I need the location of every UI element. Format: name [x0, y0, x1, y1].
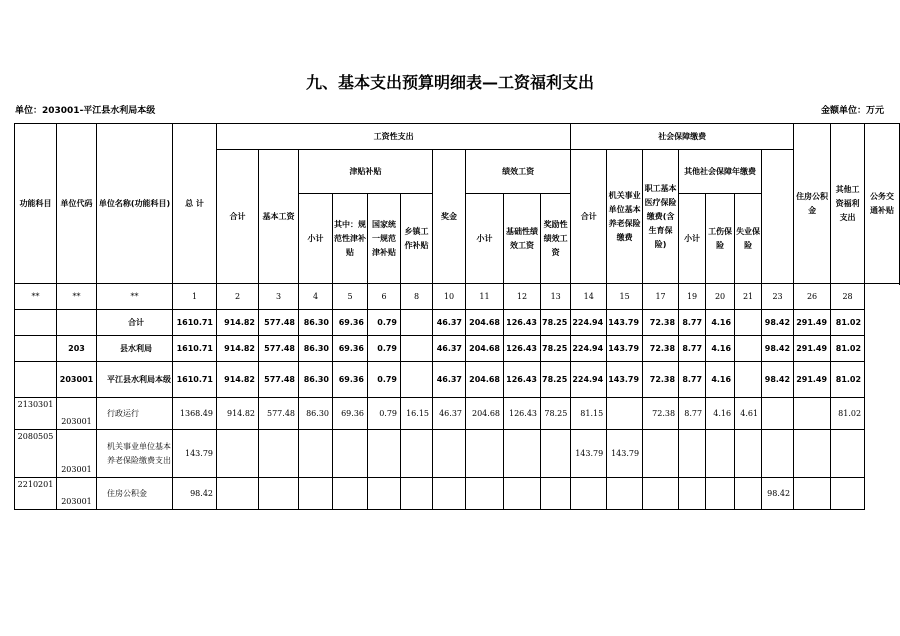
header-total: 总 计 [173, 124, 217, 284]
column-index-cell: 13 [541, 284, 571, 310]
amount-cell: 78.25 [541, 310, 571, 336]
amount-cell: 69.36 [333, 362, 368, 398]
amount-cell [794, 430, 831, 478]
amount-cell: 8.77 [679, 310, 706, 336]
amount-cell [333, 478, 368, 510]
func-subject-cell [15, 362, 57, 398]
amount-cell [259, 478, 299, 510]
table-row [15, 398, 900, 430]
amount-cell [735, 336, 762, 362]
header-unemployment: 失业保险 [735, 194, 762, 284]
column-index-cell: 12 [504, 284, 541, 310]
header-allowance-subtotal: 小计 [299, 194, 333, 284]
amount-cell [735, 310, 762, 336]
amount-cell [401, 310, 433, 336]
amount-cell: 914.82 [217, 310, 259, 336]
amount-cell: 81.02 [831, 398, 865, 430]
amount-cell [679, 478, 706, 510]
unit-code-cell: 203001 [57, 478, 97, 510]
amount-cell: 0.79 [368, 336, 401, 362]
amount-cell: 72.38 [643, 310, 679, 336]
amount-cell: 81.02 [831, 336, 865, 362]
func-subject-cell: 2130301 [15, 398, 57, 430]
amount-cell: 224.94 [571, 336, 607, 362]
func-subject-cell: 2210201 [15, 478, 57, 510]
column-index-cell: 6 [368, 284, 401, 310]
amount-cell [831, 478, 865, 510]
amount-cell [299, 478, 333, 510]
column-index-cell: 2 [217, 284, 259, 310]
header-bonus: 奖金 [433, 150, 466, 284]
amount-cell: 98.42 [762, 362, 794, 398]
amount-cell: 46.37 [433, 362, 466, 398]
header-ss-subtotal: 合计 [571, 150, 607, 284]
column-index-cell: 23 [762, 284, 794, 310]
amount-cell [706, 430, 735, 478]
amount-cell: 204.68 [466, 362, 504, 398]
amount-cell [368, 430, 401, 478]
amount-cell: 4.61 [735, 398, 762, 430]
amount-cell: 143.79 [173, 430, 217, 478]
amount-cell: 4.16 [706, 336, 735, 362]
header-standard-allowance: 其中：规范性津补贴 [333, 194, 368, 284]
amount-cell: 1368.49 [173, 398, 217, 430]
unit-code-cell: 203001 [57, 362, 97, 398]
column-index-cell: 14 [571, 284, 607, 310]
column-index-cell: 19 [679, 284, 706, 310]
table-row [15, 430, 900, 478]
amount-cell: 72.38 [643, 362, 679, 398]
column-index-cell: 3 [259, 284, 299, 310]
header-transport: 公务交通补贴 [865, 124, 900, 284]
unit-code-cell: 203001 [57, 430, 97, 478]
header-salary-subtotal: 合计 [217, 150, 259, 284]
amount-cell: 143.79 [607, 310, 643, 336]
header-reward-perf: 奖励性绩效工资 [541, 194, 571, 284]
amount-cell: 69.36 [333, 398, 368, 430]
amount-cell: 98.42 [762, 336, 794, 362]
amount-cell [217, 430, 259, 478]
unit-name-cell: 住房公积金 [97, 478, 173, 510]
amount-cell: 126.43 [504, 398, 541, 430]
amount-cell: 4.16 [706, 310, 735, 336]
amount-cell [735, 430, 762, 478]
amount-cell: 126.43 [504, 362, 541, 398]
amount-cell: 204.68 [466, 310, 504, 336]
header-performance-pay: 绩效工资 [466, 150, 571, 194]
amount-cell: 78.25 [541, 398, 571, 430]
header-perf-subtotal: 小计 [466, 194, 504, 284]
amount-cell: 4.16 [706, 398, 735, 430]
amount-cell [735, 478, 762, 510]
column-index-cell: 17 [643, 284, 679, 310]
column-index-cell: 5 [333, 284, 368, 310]
amount-cell [762, 430, 794, 478]
amount-cell: 8.77 [679, 398, 706, 430]
amount-cell: 1610.71 [173, 362, 217, 398]
amount-cell [504, 430, 541, 478]
column-index-cell: 8 [401, 284, 433, 310]
header-housing-fund: 住房公积金 [794, 124, 831, 284]
header-basic-perf: 基础性绩效工资 [504, 194, 541, 284]
amount-cell: 126.43 [504, 336, 541, 362]
header-func-subject: 功能科目 [15, 124, 57, 284]
header-other-ss: 其他社会保障年缴费 [679, 150, 762, 194]
amount-cell [299, 430, 333, 478]
amount-cell [571, 478, 607, 510]
amount-cell: 126.43 [504, 310, 541, 336]
unit-name-cell: 县水利局 [97, 336, 173, 362]
page-title: 九、基本支出预算明细表—工资福利支出 [305, 73, 594, 92]
column-index-cell: 10 [433, 284, 466, 310]
unit-name-cell: 平江县水利局本级 [97, 362, 173, 398]
amount-cell: 72.38 [643, 398, 679, 430]
header-unit-name: 单位名称(功能科目) [97, 124, 173, 284]
column-index-cell: 26 [794, 284, 831, 310]
amount-cell [607, 398, 643, 430]
amount-cell: 577.48 [259, 398, 299, 430]
table-row [15, 362, 900, 398]
amount-cell: 291.49 [794, 336, 831, 362]
column-index-cell: 4 [299, 284, 333, 310]
amount-cell [401, 430, 433, 478]
amount-cell [541, 478, 571, 510]
amount-cell [794, 398, 831, 430]
header-medical: 职工基本医疗保险缴费(含生育保险) [643, 150, 679, 284]
unit-name-cell: 机关事业单位基本养老保险缴费支出 [97, 430, 173, 478]
amount-cell [466, 478, 504, 510]
amount-cell: 46.37 [433, 310, 466, 336]
header-national-allowance: 国家统一规范津补贴 [368, 194, 401, 284]
amount-cell [794, 478, 831, 510]
amount-cell: 204.68 [466, 336, 504, 362]
amount-cell: 86.30 [299, 398, 333, 430]
amount-cell: 224.94 [571, 362, 607, 398]
column-index-cell: ** [15, 284, 57, 310]
amount-cell: 46.37 [433, 398, 466, 430]
unit-name-cell: 行政运行 [97, 398, 173, 430]
amount-cell [541, 430, 571, 478]
amount-cell [259, 430, 299, 478]
func-subject-cell [15, 310, 57, 336]
amount-cell [401, 478, 433, 510]
amount-cell: 81.02 [831, 362, 865, 398]
amount-cell [643, 478, 679, 510]
amount-cell [401, 362, 433, 398]
amount-cell: 143.79 [571, 430, 607, 478]
amount-cell: 291.49 [794, 362, 831, 398]
unit-code-cell: 203001 [57, 398, 97, 430]
amount-cell: 16.15 [401, 398, 433, 430]
column-index-row [15, 284, 900, 310]
func-subject-cell: 2080505 [15, 430, 57, 478]
amount-cell [762, 398, 794, 430]
currency-unit-label: 金额单位：万元 [820, 106, 884, 116]
column-index-cell: 20 [706, 284, 735, 310]
amount-cell: 46.37 [433, 336, 466, 362]
func-subject-cell [15, 336, 57, 362]
column-index-cell: 28 [831, 284, 865, 310]
column-index-cell: 15 [607, 284, 643, 310]
amount-cell: 78.25 [541, 362, 571, 398]
header-basic-salary: 基本工资 [259, 150, 299, 284]
amount-cell: 81.02 [831, 310, 865, 336]
unit-name-cell: 合计 [97, 310, 173, 336]
amount-cell: 8.77 [679, 362, 706, 398]
amount-cell [433, 430, 466, 478]
header-salary-expense: 工资性支出 [217, 124, 571, 150]
amount-cell: 143.79 [607, 430, 643, 478]
amount-cell [643, 430, 679, 478]
amount-cell: 291.49 [794, 310, 831, 336]
amount-cell: 86.30 [299, 310, 333, 336]
amount-cell [217, 478, 259, 510]
header-pension: 机关事业单位基本养老保险缴费 [607, 150, 643, 284]
amount-cell [466, 430, 504, 478]
amount-cell [831, 430, 865, 478]
amount-cell [333, 430, 368, 478]
amount-cell [368, 478, 401, 510]
amount-cell: 143.79 [607, 362, 643, 398]
unit-code-cell [57, 310, 97, 336]
amount-cell: 577.48 [259, 310, 299, 336]
amount-cell: 98.42 [762, 478, 794, 510]
amount-cell: 143.79 [607, 336, 643, 362]
column-index-cell: 11 [466, 284, 504, 310]
amount-cell: 1610.71 [173, 336, 217, 362]
amount-cell: 224.94 [571, 310, 607, 336]
amount-cell [679, 430, 706, 478]
amount-cell: 8.77 [679, 336, 706, 362]
amount-cell [706, 478, 735, 510]
header-injury: 工伤保险 [706, 194, 735, 284]
amount-cell: 0.79 [368, 398, 401, 430]
amount-cell: 577.48 [259, 336, 299, 362]
amount-cell [433, 478, 466, 510]
amount-cell: 577.48 [259, 362, 299, 398]
amount-cell: 69.36 [333, 336, 368, 362]
amount-cell [504, 478, 541, 510]
amount-cell: 914.82 [217, 336, 259, 362]
amount-cell: 69.36 [333, 310, 368, 336]
table-row [15, 336, 900, 362]
amount-cell: 98.42 [173, 478, 217, 510]
column-index-cell: ** [97, 284, 173, 310]
amount-cell [607, 478, 643, 510]
amount-cell: 86.30 [299, 362, 333, 398]
header-township-allowance: 乡镇工作补贴 [401, 194, 433, 284]
column-index-cell: ** [57, 284, 97, 310]
amount-cell: 72.38 [643, 336, 679, 362]
amount-cell: 914.82 [217, 362, 259, 398]
table-row [15, 478, 900, 510]
amount-cell: 78.25 [541, 336, 571, 362]
column-index-cell: 1 [173, 284, 217, 310]
header-allowance: 津贴补贴 [299, 150, 433, 194]
amount-cell [735, 362, 762, 398]
header-unit-code: 单位代码 [57, 124, 97, 284]
amount-cell: 81.15 [571, 398, 607, 430]
budget-table [14, 123, 900, 510]
amount-cell: 86.30 [299, 336, 333, 362]
header-other-subtotal: 小计 [679, 194, 706, 284]
amount-cell: 0.79 [368, 362, 401, 398]
table-row [15, 310, 900, 336]
amount-cell: 98.42 [762, 310, 794, 336]
unit-label: 单位：203001-平江县水利局本级 [15, 106, 156, 116]
amount-cell: 914.82 [217, 398, 259, 430]
amount-cell: 0.79 [368, 310, 401, 336]
header-social-security: 社会保障缴费 [571, 124, 794, 150]
amount-cell: 4.16 [706, 362, 735, 398]
amount-cell: 1610.71 [173, 310, 217, 336]
header-other-salary: 其他工资福利支出 [831, 124, 865, 284]
column-index-cell: 21 [735, 284, 762, 310]
unit-code-cell: 203 [57, 336, 97, 362]
amount-cell: 204.68 [466, 398, 504, 430]
amount-cell [401, 336, 433, 362]
